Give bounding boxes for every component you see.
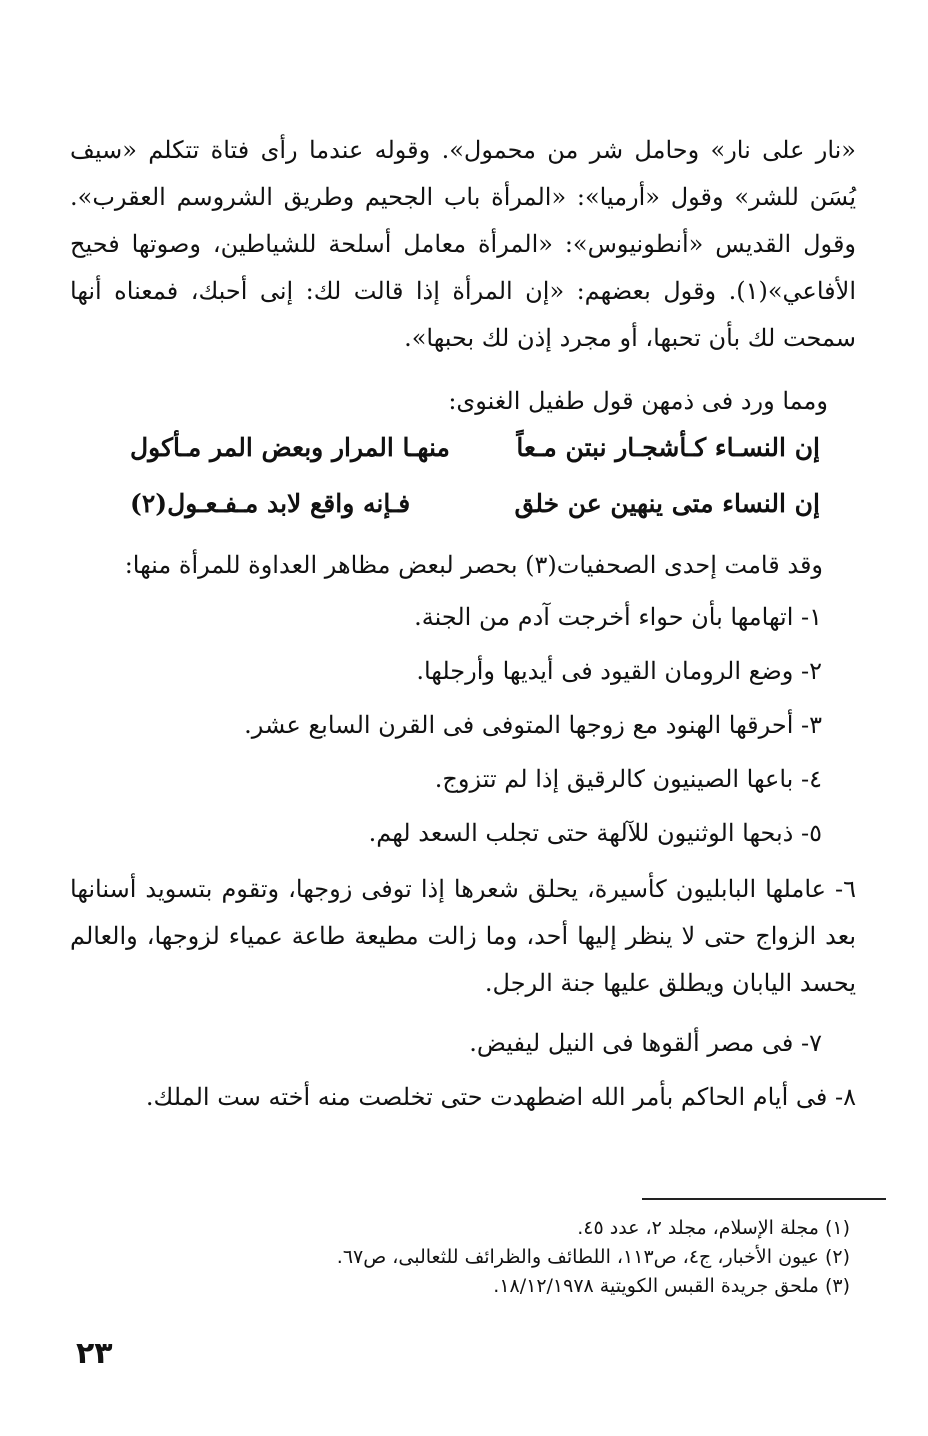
footnote-3: (٣) ملحق جريدة القبس الكويتية ١٨/١٢/١٩٧٨.: [493, 1275, 850, 1297]
poem-line-2: [130, 476, 820, 532]
list-item-4: ٤- باعها الصينيون كالرقيق إذا لم تتزوج.: [434, 765, 822, 793]
list-item-1: ١- اتهامها بأن حواء أخرجت آدم من الجنة.: [414, 603, 822, 631]
list-item-8: ٨- فى أيام الحاكم بأمر الله اضطهدت حتى تخلصت منه أخته ست الملك.: [145, 1083, 856, 1111]
list-intro: وقد قامت إحدى الصحفيات(٣) بحصر لبعض مظاهر العداوة للمرأة منها:: [124, 551, 823, 579]
footnotes: [337, 1214, 850, 1301]
list-item-6: ٦- عاملها البابليون كأسيرة، يحلق شعرها إذا توفى زوجها، وتقوم بتسويد أسنانها بعد الزواج حتى لا ينظر إليها أحد، وما زالت مطيعة طاعة عمياء لزوجها، والعالم يحسد اليابان ويطلق عليها جنة الرجل.: [70, 875, 856, 997]
poem-line-1-first-hemistich: إن النسـاء كـأشجـار نبتن مـعاً: [516, 433, 820, 462]
poem-line-1: [130, 420, 820, 476]
poem-line-2-second-hemistich: فـإنه واقع لابد مـفـعـول(٢): [130, 489, 411, 518]
opening-paragraph: «نار على نار» وحامل شر من محمول». وقوله عندما رأى فتاة تتكلم «سيف يُسَن للشر» وقول «أرميا»: «المرأة باب الجحيم وطريق الشروسم العقرب». وقول القديس «أنطونيوس»: «المرأة معامل أسلحة للشياطين، وصوتها فحيح الأفاعي»(١). وقول بعضهم: «إن المرأة إذا قالت لك: إنى أحبك، فمعناه أنها سمحت لك بأن تحبها، أو مجرد إذن لك بحبها».: [70, 136, 856, 352]
list-item-2: ٢- وضع الرومان القيود فى أيديها وأرجلها.: [416, 657, 822, 685]
footnote-divider: [642, 1198, 886, 1200]
list-item-7: ٧- فى مصر ألقوها فى النيل ليفيض.: [469, 1029, 822, 1057]
list-item-3: ٣- أحرقها الهنود مع زوجها المتوفى فى القرن السابع عشر.: [244, 711, 822, 739]
page-number: ٢٣: [76, 1336, 113, 1371]
poem-block: [130, 420, 820, 532]
enumerated-list: [70, 590, 856, 860]
poem-line-1-second-hemistich: منهـا المرار وبعض المر مـأكول: [130, 433, 450, 462]
footnote-1: (١) مجلة الإسلام، مجلد ٢، عدد ٤٥.: [577, 1217, 850, 1239]
footnote-2: (٢) عيون الأخبار، ج٤، ص١١٣، اللطائف والظرائف للثعالبى، ص٦٧.: [336, 1246, 850, 1268]
poem-intro: ومما ورد فى ذمهن قول طفيل الغنوى:: [448, 387, 828, 415]
list-item-5: ٥- ذبحها الوثنيون للآلهة حتى تجلب السعد لهم.: [368, 819, 822, 847]
poem-line-2-first-hemistich: إن النساء متى ينهين عن خلق: [514, 489, 820, 518]
